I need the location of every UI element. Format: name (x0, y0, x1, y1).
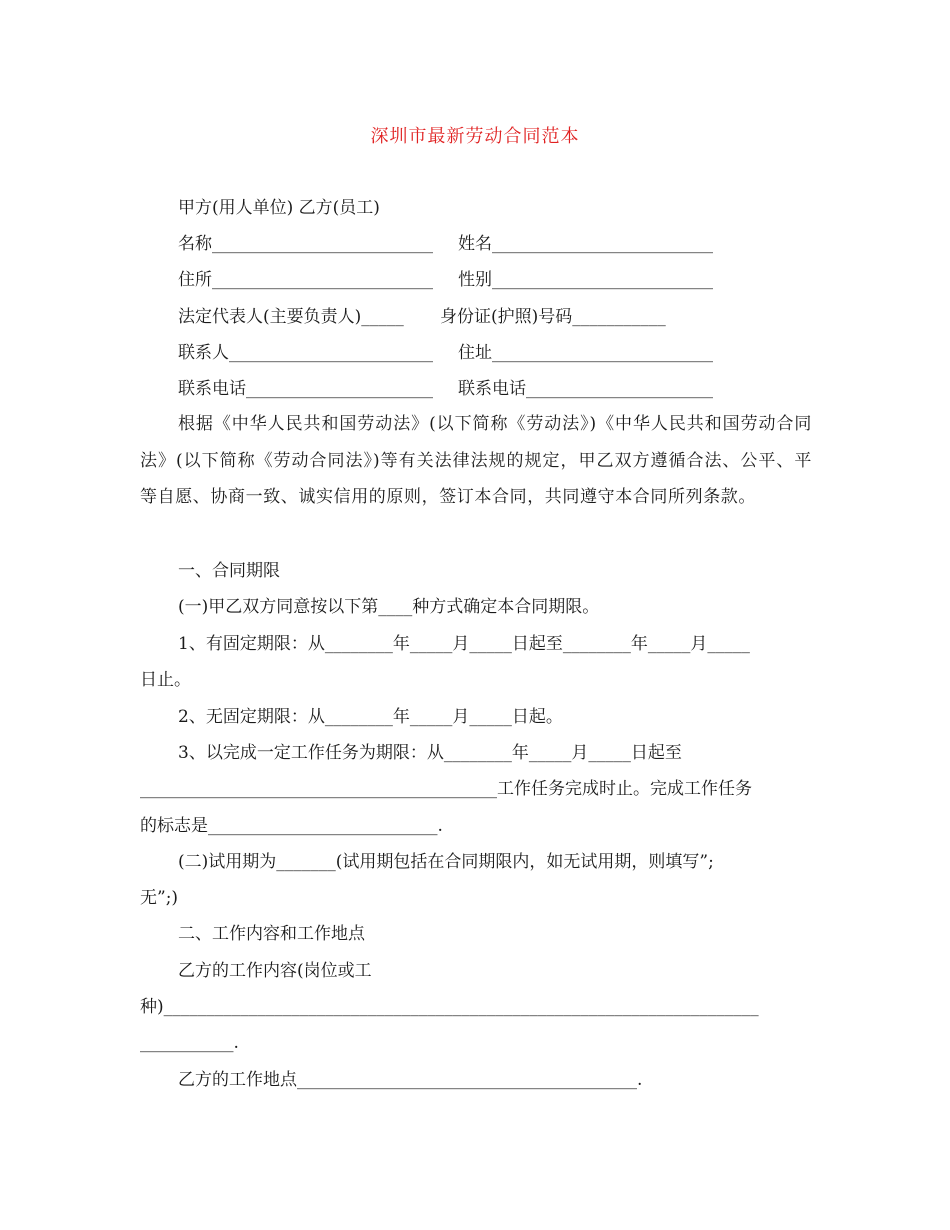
field-row (178, 269, 812, 291)
field-gender-label: 性别__________________________ (458, 270, 713, 290)
field-address-label: 住所__________________________ (178, 270, 433, 290)
clause-text: __________________________________________工作任务完成时止。完成工作任务 (140, 779, 752, 799)
field-employee-phone-label: 联系电话______________________ (458, 379, 713, 399)
section-heading: 二、工作内容和工作地点 (178, 924, 365, 944)
clause-text: 的标志是___________________________. (140, 816, 443, 836)
clause-text: 3、以完成一定工作任务为期限：从________年_____月_____日起至 (178, 743, 682, 763)
field-phone-label: 联系电话______________________ (178, 379, 433, 399)
field-legal-rep-label: 法定代表人(主要负责人)_____ (178, 307, 404, 327)
clause-text: 2、无固定期限：从________年_____月_____日起。 (178, 707, 563, 727)
field-name-label: 名称__________________________ (178, 234, 433, 254)
field-row (178, 233, 812, 255)
field-residence-label: 住址__________________________ (458, 343, 713, 363)
preamble-paragraph: 根据《中华人民共和国劳动法》(以下简称《劳动法》)《中华人民共和国劳动合同法》(以下简称《劳动合同法》)等有关法律法规的规定，甲乙双方遵循合法、公平、平等自愿、协商一致、诚实信用的原则，签订本合同，共同遵守本合同所列条款。 (140, 414, 812, 507)
clause-text: 1、有固定期限：从________年_____月_____日起至________年_____月_____ (178, 634, 750, 654)
clause-text: 日止。 (140, 670, 191, 690)
clause-text: 种)______________________________________________________________________ (140, 997, 759, 1017)
clause-text: 乙方的工作内容(岗位或工 (178, 961, 372, 981)
field-contact-label: 联系人________________________ (178, 343, 433, 363)
field-id-number-label: 身份证(护照)号码___________ (440, 307, 666, 327)
field-row (178, 342, 812, 364)
field-row (178, 306, 812, 328)
document-title: 深圳市最新劳动合同范本 (370, 126, 580, 147)
clause-text: ___________. (140, 1033, 239, 1053)
clause-text: 乙方的工作地点________________________________________. (178, 1070, 643, 1090)
clause-text: 无”;) (140, 888, 179, 908)
field-employee-name-label: 姓名__________________________ (458, 234, 713, 254)
clause-text: (一)甲乙双方同意按以下第____种方式确定本合同期限。 (178, 597, 600, 617)
section-heading: 一、合同期限 (178, 561, 280, 581)
clause-text: (二)试用期为_______(试用期包括在合同期限内，如无试用期，则填写”; (178, 852, 714, 872)
parties-header: 甲方(用人单位) 乙方(员工) (178, 198, 380, 218)
field-row (178, 378, 812, 400)
